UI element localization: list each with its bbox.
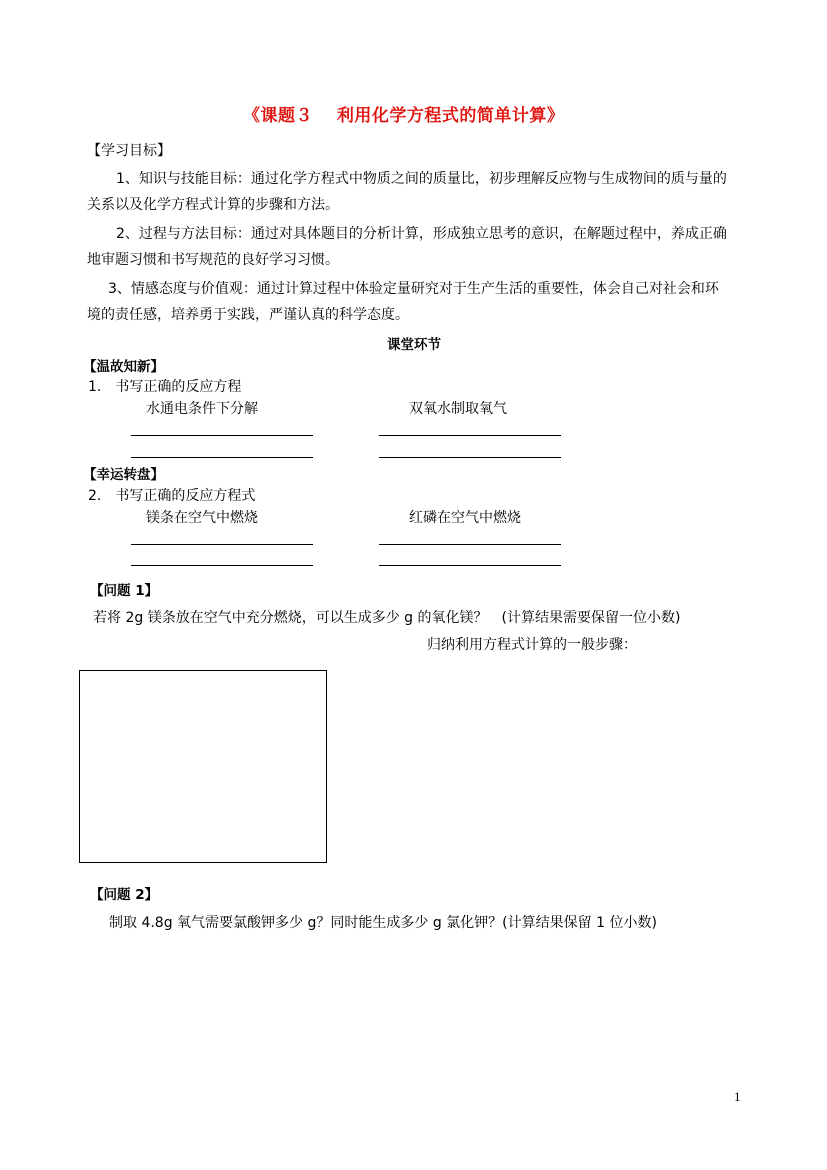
objective-1-line2: 关系以及化学方程式计算的步骤和方法。 bbox=[87, 197, 339, 213]
wheel-left-label: 镁条在空气中燃烧 bbox=[146, 510, 258, 526]
review-right-label: 双氧水制取氧气 bbox=[409, 401, 507, 417]
review-left-label: 水通电条件下分解 bbox=[146, 401, 258, 417]
answer-line[interactable] bbox=[379, 435, 561, 436]
wheel-task: 2. 书写正确的反应方程式 bbox=[88, 488, 256, 504]
wheel-right-label: 红磷在空气中燃烧 bbox=[409, 510, 521, 526]
objectives-header: 【学习目标】 bbox=[87, 143, 171, 159]
wheel-header: 【幸运转盘】 bbox=[83, 467, 164, 483]
review-header: 【温故知新】 bbox=[83, 359, 164, 375]
answer-line[interactable] bbox=[131, 565, 313, 566]
objective-2-line1: 2、过程与方法目标：通过对具体题目的分析计算，形成独立思考的意识，在解题过程中，养成正确 bbox=[116, 226, 727, 242]
review-task: 1. 书写正确的反应方程 bbox=[88, 379, 242, 395]
answer-line[interactable] bbox=[379, 457, 561, 458]
page-title: 《课题３ 利用化学方程式的简单计算》 bbox=[243, 106, 565, 126]
q1-summary-label: 归纳利用方程式计算的一般步骤： bbox=[427, 637, 637, 653]
answer-line[interactable] bbox=[379, 544, 561, 545]
page-number: 1 bbox=[734, 1089, 741, 1104]
answer-box[interactable] bbox=[79, 670, 327, 863]
q2-header: 【问题 2】 bbox=[90, 887, 159, 903]
objective-3-line2: 境的责任感，培养勇于实践，严谨认真的科学态度。 bbox=[87, 307, 409, 323]
q1-header: 【问题 1】 bbox=[90, 583, 159, 599]
answer-line[interactable] bbox=[131, 544, 313, 545]
objective-3-line1: 3、情感态度与价值观：通过计算过程中体验定量研究对于生产生活的重要性，体会自己对社会和环 bbox=[108, 281, 719, 297]
q1-text: 若将 2g 镁条放在空气中充分燃烧，可以生成多少 g 的氧化镁？ (计算结果需要保留一位小数) bbox=[93, 610, 681, 626]
q2-text: 制取 4.8g 氧气需要氯酸钾多少 g？同时能生成多少 g 氯化钾？(计算结果保留 1 位小数) bbox=[109, 915, 657, 931]
answer-line[interactable] bbox=[131, 435, 313, 436]
answer-line[interactable] bbox=[379, 565, 561, 566]
class-section-heading: 课堂环节 bbox=[387, 337, 441, 353]
objective-1-line1: 1、知识与技能目标：通过化学方程式中物质之间的质量比，初步理解反应物与生成物间的质与量的 bbox=[116, 171, 727, 187]
answer-line[interactable] bbox=[131, 457, 313, 458]
objective-2-line2: 地审题习惯和书写规范的良好学习习惯。 bbox=[87, 252, 339, 268]
